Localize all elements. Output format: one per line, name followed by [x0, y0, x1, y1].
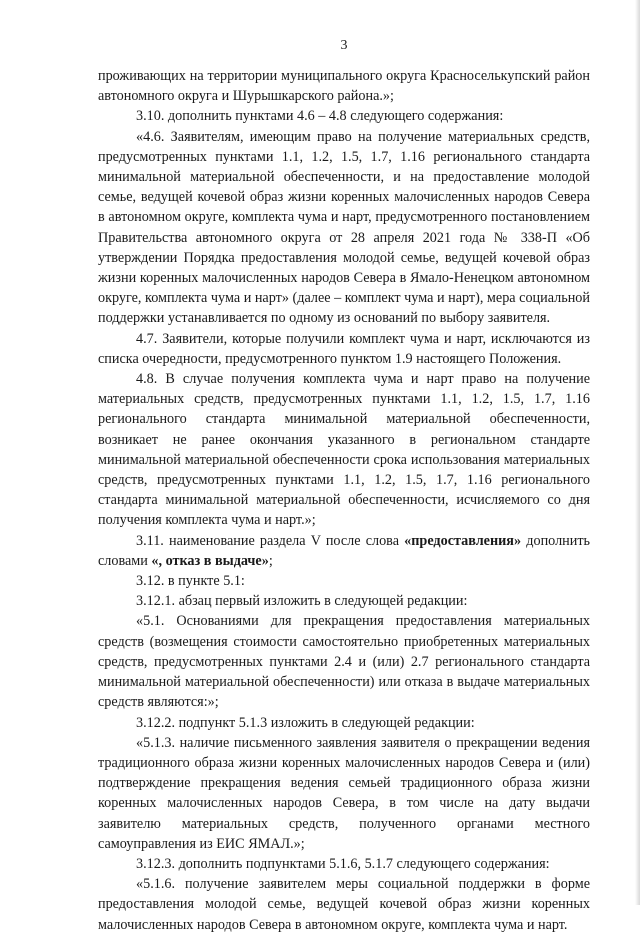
paragraph-5-1-3: «5.1.3. наличие письменного заявления заявителя о прекращении ведения традиционного образа жизни коренных малочисленных народов Севера и (или) подтверждение прекращения ведения семьей традиционного образа жизни коренных малочисленных народов Севера, в том числе на дату выдачи заявителю материальных средств, полученного органами местного самоуправления из ЕИС ЯМАЛ.»;	[98, 734, 590, 852]
page-number: 3	[340, 38, 348, 53]
p311-bold-word: «предоставления»	[404, 532, 522, 549]
paragraph-4-8: 4.8. В случае получения комплекта чума и нарт право на получение материальных средств, предусмотренных пунктами 1.1, 1.2, 1.5, 1.7, 1.16 регионального стандарта минимальной материальной обеспеченности, возникает не ранее окончания указанного в региональном стандарте минимальной материальной обеспеченности срока использования материальных средств, предусмотренных пунктами 1.1, 1.2, 1.5, 1.7, 1.16 регионального стандарта минимальной материальной обеспеченности, исчисляемого со дня получения комплекта чума и нарт.»;	[98, 371, 590, 529]
p311-after: ;	[268, 552, 273, 569]
paragraph-5-1-6: «5.1.6. получение заявителем меры социальной поддержки в форме предоставления молодой семье, ведущей кочевой образ жизни коренных малочисленных народов Севера в автономном округе, комплекта чума и нарт.	[98, 876, 590, 933]
paragraph-3-12-3: 3.12.3. дополнить подпунктами 5.1.6, 5.1.7 следующего содержания:	[136, 855, 550, 872]
paragraph-5-1: «5.1. Основаниями для прекращения предоставления материальных средств (возмещения стоимости самостоятельно приобретенных материальных средств, предусмотренных пунктами 2.4 и (или) 2.7 регионального стандарта минимальной материальной обеспеченности) или отказа в выдаче материальных средств являются:»;	[98, 613, 590, 711]
paragraph-3-12: 3.12. в пункте 5.1:	[136, 573, 245, 590]
paragraph-3-11	[98, 531, 590, 571]
paragraph-continuation: проживающих на территории муниципального округа Красноселькупский район автономного округа и Шурышкарского района.»;	[98, 68, 590, 105]
paragraph-3-12-2: 3.12.2. подпункт 5.1.3 изложить в следующей редакции:	[136, 714, 475, 731]
p311-bold-phrase: «, отказ в выдаче»	[151, 552, 269, 569]
p311-before: 3.11. наименование раздела V после слова	[136, 532, 405, 549]
paragraph-4-6: «4.6. Заявителям, имеющим право на получение материальных средств, предусмотренных пунктами 1.1, 1.2, 1.5, 1.7, 1.16 регионального стандарта минимальной материальной обеспеченности, и на предоставление молодой семье, ведущей кочевой образ жизни коренных малочисленных народов Севера в автономном округе, комплекта чума и нарт, предусмотренного постановлением Правительства автономного округа от 28 апреля 2021 года № 338-П «Об утверждении Порядка предоставления молодой семье, ведущей кочевой образ жизни коренных малочисленных народов Севера в Ямало-Ненецком автономном округе, комплекта чума и нарт» (далее – комплект чума и нарт), мера социальной поддержки устанавливается по одному из оснований по выбору заявителя.	[98, 128, 590, 327]
scan-edge-shadow	[635, 0, 640, 905]
paragraph-4-7: 4.7. Заявители, которые получили комплект чума и нарт, исключаются из списка очередности, предусмотренного пунктом 1.9 настоящего Положения.	[98, 330, 590, 367]
p311-middle: дополнить словами	[98, 532, 590, 569]
paragraph-3-10: 3.10. дополнить пунктами 4.6 – 4.8 следующего содержания:	[136, 108, 504, 125]
paragraph-3-12-1: 3.12.1. абзац первый изложить в следующей редакции:	[136, 593, 468, 610]
